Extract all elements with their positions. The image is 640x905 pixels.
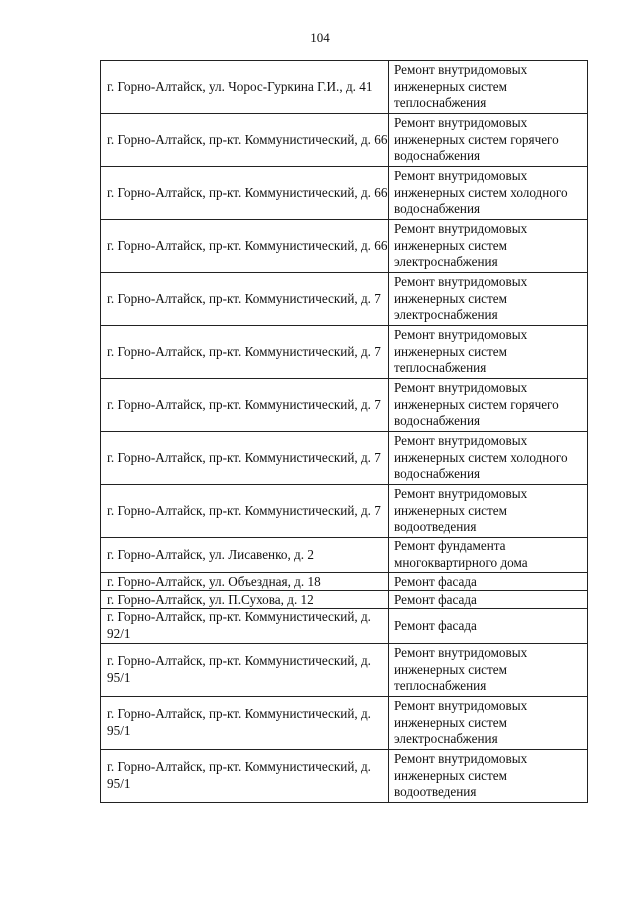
address-cell: г. Горно-Алтайск, пр-кт. Коммунистический, д. 7 xyxy=(101,485,389,538)
table-row xyxy=(101,114,588,167)
table-row xyxy=(101,538,588,573)
table-row xyxy=(101,220,588,273)
work-type-cell: Ремонт внутридомовых инженерных систем электроснабжения xyxy=(389,697,588,750)
table-row xyxy=(101,273,588,326)
work-type-cell: Ремонт внутридомовых инженерных систем холодного водоснабжения xyxy=(389,167,588,220)
work-type-cell: Ремонт внутридомовых инженерных систем электроснабжения xyxy=(389,220,588,273)
address-cell: г. Горно-Алтайск, пр-кт. Коммунистический, д. 7 xyxy=(101,326,389,379)
address-cell: г. Горно-Алтайск, пр-кт. Коммунистический, д. 92/1 xyxy=(101,609,389,644)
address-cell: г. Горно-Алтайск, пр-кт. Коммунистический, д. 66 xyxy=(101,220,389,273)
work-type-cell: Ремонт внутридомовых инженерных систем водоотведения xyxy=(389,485,588,538)
table-row xyxy=(101,697,588,750)
address-cell: г. Горно-Алтайск, ул. П.Сухова, д. 12 xyxy=(101,591,389,609)
work-type-cell: Ремонт внутридомовых инженерных систем горячего водоснабжения xyxy=(389,379,588,432)
address-cell: г. Горно-Алтайск, пр-кт. Коммунистический, д. 7 xyxy=(101,432,389,485)
address-cell: г. Горно-Алтайск, ул. Объездная, д. 18 xyxy=(101,573,389,591)
table-row xyxy=(101,61,588,114)
address-cell: г. Горно-Алтайск, пр-кт. Коммунистический, д. 95/1 xyxy=(101,750,389,803)
work-type-cell: Ремонт внутридомовых инженерных систем водоотведения xyxy=(389,750,588,803)
table-row xyxy=(101,573,588,591)
address-cell: г. Горно-Алтайск, ул. Чорос-Гуркина Г.И., д. 41 xyxy=(101,61,389,114)
table-row xyxy=(101,750,588,803)
work-type-cell: Ремонт фасада xyxy=(389,591,588,609)
page-number: 104 xyxy=(310,30,330,45)
address-cell: г. Горно-Алтайск, пр-кт. Коммунистический, д. 7 xyxy=(101,379,389,432)
address-cell: г. Горно-Алтайск, пр-кт. Коммунистический, д. 66 xyxy=(101,114,389,167)
work-type-cell: Ремонт внутридомовых инженерных систем теплоснабжения xyxy=(389,61,588,114)
work-type-cell: Ремонт внутридомовых инженерных систем теплоснабжения xyxy=(389,644,588,697)
address-cell: г. Горно-Алтайск, пр-кт. Коммунистический, д. 95/1 xyxy=(101,697,389,750)
work-type-cell: Ремонт фасада xyxy=(389,573,588,591)
work-type-cell: Ремонт внутридомовых инженерных систем электроснабжения xyxy=(389,273,588,326)
table-row xyxy=(101,644,588,697)
address-cell: г. Горно-Алтайск, ул. Лисавенко, д. 2 xyxy=(101,538,389,573)
table-row xyxy=(101,432,588,485)
repair-works-table xyxy=(100,60,588,803)
work-type-cell: Ремонт фундамента многоквартирного дома xyxy=(389,538,588,573)
work-type-cell: Ремонт внутридомовых инженерных систем горячего водоснабжения xyxy=(389,114,588,167)
table-row xyxy=(101,609,588,644)
address-cell: г. Горно-Алтайск, пр-кт. Коммунистический, д. 95/1 xyxy=(101,644,389,697)
table-row xyxy=(101,379,588,432)
table-row xyxy=(101,485,588,538)
address-cell: г. Горно-Алтайск, пр-кт. Коммунистический, д. 66 xyxy=(101,167,389,220)
table-row xyxy=(101,591,588,609)
table-row xyxy=(101,326,588,379)
work-type-cell: Ремонт фасада xyxy=(389,609,588,644)
table-row xyxy=(101,167,588,220)
work-type-cell: Ремонт внутридомовых инженерных систем теплоснабжения xyxy=(389,326,588,379)
address-cell: г. Горно-Алтайск, пр-кт. Коммунистический, д. 7 xyxy=(101,273,389,326)
work-type-cell: Ремонт внутридомовых инженерных систем холодного водоснабжения xyxy=(389,432,588,485)
